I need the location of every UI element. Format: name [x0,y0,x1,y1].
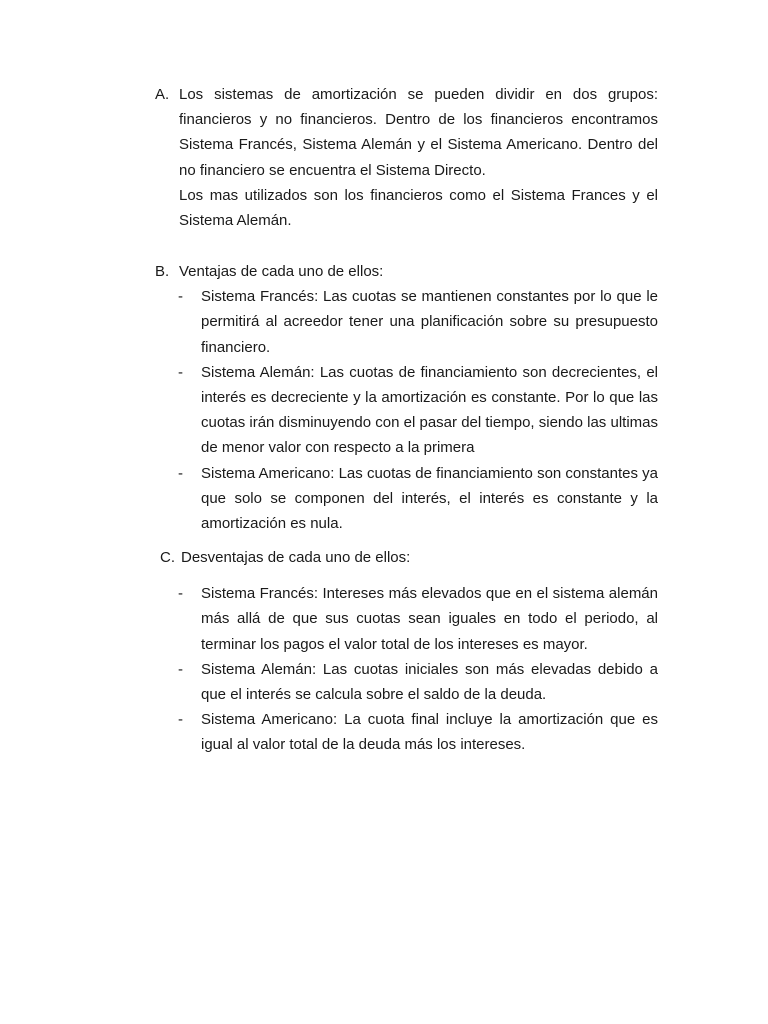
section-a-body [179,82,658,233]
section-a-paragraph-1: Los sistemas de amortización se pueden dividir en dos grupos: financieros y no financieros. Dentro de los financieros encontramos Sistema Francés, Sistema Alemán y el Sistema Americano. Dentro del no financiero se encuentra el Sistema Directo. [179,86,658,179]
list-item [155,284,658,360]
section-b-heading-row [155,259,658,284]
section-c-letter: C. [160,549,175,566]
bullet-text: Sistema Americano: Las cuotas de financiamiento son constantes ya que solo se componen del interés, el interés es constante y la amortización es nula. [201,464,658,533]
section-a-row [155,82,658,233]
bullet-dash: - [178,363,183,381]
bullet-text: Sistema Alemán: Las cuotas de financiamiento son decrecientes, el interés es decreciente y la amortización es constante. Por lo que las cuotas irán disminuyendo con el pasar del tiempo, siendo las ultimas de menor valor con respecto a la primera [201,363,658,457]
section-c-list [155,581,658,757]
section-b-list [155,284,658,536]
bullet-text: Sistema Francés: Las cuotas se mantienen constantes por lo que le permitirá al acreedor tener una planificación sobre su presupuesto financiero. [201,288,658,356]
bullet-text: Sistema Francés: Intereses más elevados que en el sistema alemán más allá de que sus cuotas sean iguales en todo el periodo, al terminar los pagos el valor total de los intereses es mayor. [201,585,658,653]
bullet-dash: - [178,464,183,482]
section-b-heading: Ventajas de cada uno de ellos: [179,263,384,280]
bullet-text: Sistema Americano: La cuota final incluye la amortización que es igual al valor total de la deuda más los intereses. [201,711,658,754]
bullet-dash: - [178,711,183,729]
section-b-letter: B. [155,263,170,280]
list-item [155,707,658,757]
bullet-dash: - [178,288,183,306]
section-b [155,259,658,536]
list-item [155,360,658,461]
list-item [155,657,658,707]
bullet-dash: - [178,660,183,678]
bullet-dash: - [178,585,183,603]
section-c [160,545,658,758]
list-item [155,461,658,537]
section-a-letter: A. [155,86,170,103]
section-a-paragraph-2: Los mas utilizados son los financieros como el Sistema Frances y el Sistema Alemán. [179,186,658,230]
section-c-heading-row [160,545,658,570]
section-a [155,82,658,233]
section-c-heading: Desventajas de cada uno de ellos: [181,549,411,566]
list-item [155,581,658,657]
bullet-text: Sistema Alemán: Las cuotas iniciales son más elevadas debido a que el interés se calcula sobre el saldo de la deuda. [201,660,658,704]
